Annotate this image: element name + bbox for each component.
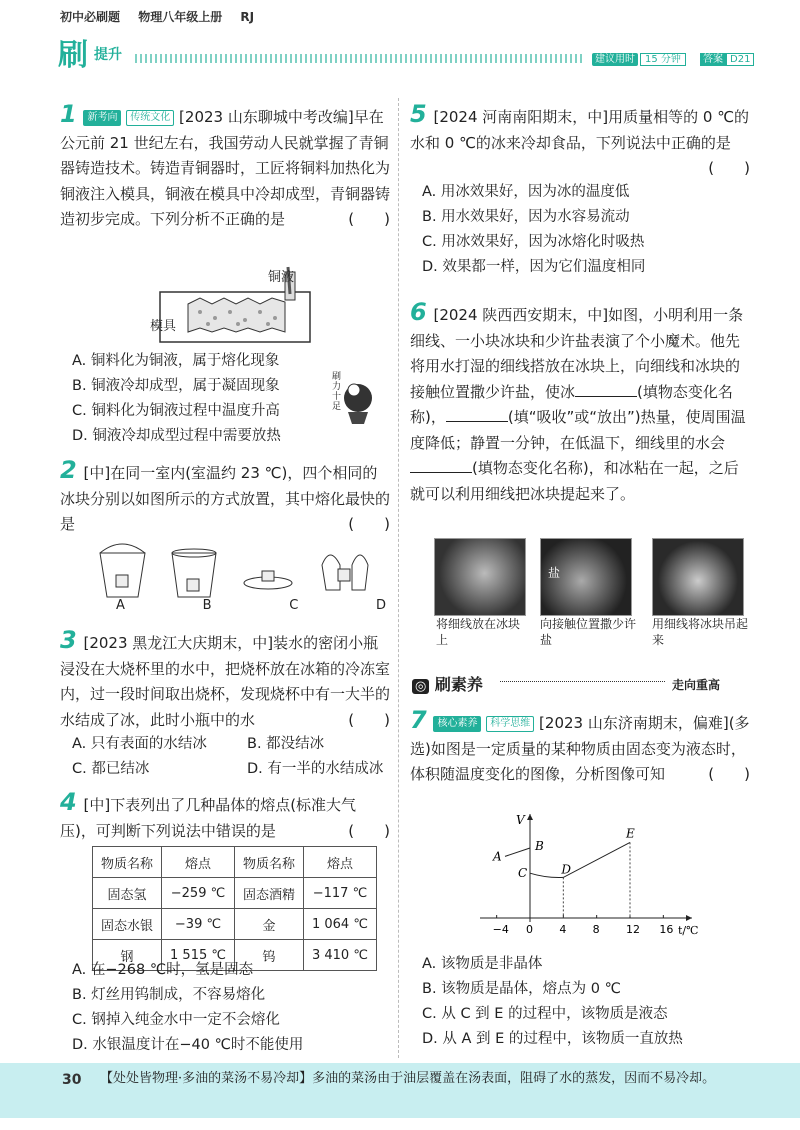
caption-3: 用细线将冰块吊起来	[652, 617, 749, 647]
point-label-b: B	[535, 839, 544, 853]
q7-text: [2023 山东济南期末，偏难](多选)如图是一定质量的某种物质由固态变为液态时，体积随温度变化的图像，分析图像可知	[410, 714, 750, 783]
table-cell: 固态水银	[93, 909, 162, 940]
table-cell: 1 064 ℃	[303, 909, 376, 940]
volume-temperature-chart	[470, 812, 700, 942]
q2-bracket: ( )	[348, 515, 390, 533]
q2-text: [中]在同一室内(室温约 23 ℃)，四个相同的冰块分别以如图所示的方式放置，其中熔化最快的是	[60, 464, 391, 533]
q4-bracket: ( )	[348, 821, 390, 840]
q7-option-c: C. 从 C 到 E 的过程中，该物质是液态	[422, 1006, 668, 1022]
table-cell: −259 ℃	[162, 878, 235, 909]
q5-text: [2024 河南南阳期末，中]用质量相等的 0 ℃的水和 0 ℃的冰来冷却食品，下列说法中正确的是	[410, 108, 750, 152]
table-row	[93, 909, 377, 940]
q3-option-b: B. 都没结冰	[247, 736, 325, 752]
melting-point-table	[92, 846, 377, 971]
x-tick-label: 0	[526, 923, 533, 936]
question-1	[60, 102, 390, 233]
q2-label-d: D	[375, 598, 386, 613]
series-line-ab	[505, 848, 530, 856]
point-label-a: A	[493, 849, 502, 864]
q5-options	[422, 180, 752, 280]
q1-text: [2023 山东聊城中考改编]早在公元前 21 世纪左右，我国劳动人民就掌握了青铜器铸造技术。铸造青铜器时，工匠将铜料加热化为铜液注入模具，铜液在模具中冷却成型，青铜器铸造初步完成。下列分析不正确的是	[60, 108, 391, 228]
table-header: 熔点	[162, 847, 235, 878]
question-4	[60, 790, 390, 844]
q6-blank-2[interactable]	[446, 407, 508, 422]
header-hatch	[135, 54, 585, 63]
section-dotted-line	[500, 681, 665, 682]
time-label: 建议用时	[592, 53, 638, 66]
q7-tag-core: 核心素养	[433, 716, 481, 732]
q4-option-d: D. 水银温度计在−40 ℃时不能使用	[72, 1037, 304, 1053]
q2-fig-labels	[116, 598, 386, 613]
answer-label: 答案	[700, 53, 726, 66]
question-6	[410, 300, 750, 507]
q1-tag-culture: 传统文化	[126, 110, 174, 126]
q7-tag-thinking: 科学思维	[486, 716, 534, 732]
q7-options	[422, 952, 752, 1052]
answer-value: D21	[726, 53, 754, 66]
q3-number: 3	[60, 626, 77, 654]
q1-tag-new: 新考向	[83, 110, 121, 126]
table-cell: 1 515 ℃	[162, 940, 235, 971]
edition: RJ	[240, 10, 255, 24]
q3-bracket: ( )	[348, 710, 390, 729]
question-2	[60, 458, 390, 538]
question-5	[410, 102, 750, 182]
q2-label-a: A	[116, 598, 125, 613]
section-right-label: 走向重高	[672, 678, 721, 692]
point-label-e: E	[626, 826, 635, 841]
q7-number: 7	[410, 706, 427, 734]
photo-lifted-ice	[652, 538, 744, 616]
q5-number: 5	[410, 100, 427, 128]
point-label-d: D	[561, 862, 571, 877]
table-cell: 3 410 ℃	[303, 940, 376, 971]
q6-text-d: (填物态变化名称)，和冰粘在一起，之后就可以利用细线把冰块提起来了。	[410, 459, 739, 503]
q6-blank-3[interactable]	[410, 458, 472, 473]
q6-blank-1[interactable]	[575, 382, 637, 397]
q3-option-d: D. 有一半的水结成冰	[247, 761, 384, 777]
q1-number: 1	[60, 100, 77, 128]
q2-number: 2	[60, 456, 77, 484]
question-3	[60, 628, 390, 733]
section-big: 刷	[58, 38, 88, 73]
table-row	[93, 878, 377, 909]
x-tick-label: 12	[626, 923, 640, 936]
q6-text-b: (填物态变化名称)，	[410, 382, 733, 426]
table-cell: 固态氢	[93, 878, 162, 909]
q6-text-a: [2024 陕西西安期末，中]如图，小明利用一条细线、一小块冰块和少许盐表演了个小魔术。他先将用水打湿的细线搭放在冰块上，向细线和冰块的接触位置撒少许盐，使冰	[410, 306, 744, 401]
series-line-cde	[530, 842, 630, 877]
q1-option-d: D. 铜液冷却成型过程中需要放热	[72, 428, 281, 444]
q3-options	[72, 732, 392, 782]
q1-options	[72, 349, 372, 449]
q4-option-b: B. 灯丝用钨制成，不容易熔化	[72, 987, 266, 1003]
time-box	[592, 50, 692, 65]
x-tick-label: −4	[492, 923, 509, 936]
q7-bracket: ( )	[708, 765, 750, 783]
q3-text: [2023 黑龙江大庆期末，中]装水的密闭小瓶浸没在大烧杯里的水中，把烧杯放在冰箱的冷冻室内，过一段时间取出烧杯，发现烧杯中有一大半的水结成了冰，此时小瓶中的水	[60, 634, 391, 729]
section-title: 刷素养	[434, 675, 483, 694]
x-tick-label: 8	[592, 923, 600, 936]
q2-label-b: B	[202, 598, 212, 613]
q7-option-b: B. 该物质是晶体，熔点为 0 ℃	[422, 981, 621, 997]
x-axis-label: t/℃	[678, 924, 699, 937]
q1-option-b: B. 铜液冷却成型，属于凝固现象	[72, 378, 280, 394]
table-cell: 金	[234, 909, 303, 940]
section-badge: ◎	[412, 679, 429, 694]
y-axis-label: V	[516, 813, 525, 827]
table-cell: −117 ℃	[303, 878, 376, 909]
table-cell: 固态酒精	[234, 878, 303, 909]
subject-title: 物理八年级上册	[138, 10, 223, 24]
time-value: 15 分钟	[640, 53, 686, 66]
photo-thread-on-ice	[434, 538, 526, 616]
section-small: 提升	[94, 47, 122, 63]
q1-label-mold: 模具	[150, 319, 177, 334]
photo-salt-label: 盐	[548, 566, 561, 580]
q3-option-a: A. 只有表面的水结冰	[72, 736, 207, 752]
table-header: 物质名称	[234, 847, 303, 878]
q7-option-a: A. 该物质是非晶体	[422, 956, 543, 972]
q6-number: 6	[410, 298, 427, 326]
section-heading	[412, 672, 483, 695]
x-tick-label: 16	[659, 923, 674, 936]
q5-bracket: ( )	[708, 159, 750, 177]
q4-options	[72, 958, 392, 1058]
caption-2: 向接触位置撒少许盐	[540, 617, 637, 647]
caption-1: 将细线放在冰块上	[436, 617, 521, 647]
table-cell: 钢	[93, 940, 162, 971]
column-divider	[398, 98, 399, 1058]
x-axis-arrow	[686, 915, 692, 921]
q3-option-c: C. 都已结冰	[72, 761, 150, 777]
answer-box	[700, 50, 754, 65]
q1-label-liquid: 铜液	[268, 270, 295, 285]
q4-option-a: A. 在−268 ℃时，氢是固态	[72, 962, 254, 978]
table-header-row	[93, 847, 377, 878]
q4-number: 4	[60, 788, 77, 816]
table-cell: −39 ℃	[162, 909, 235, 940]
table-header: 熔点	[303, 847, 376, 878]
q2-label-c: C	[289, 598, 299, 613]
y-axis-arrow	[527, 814, 533, 820]
table-cell: 钨	[234, 940, 303, 971]
page-number: 30	[62, 1072, 82, 1088]
q7-option-d: D. 从 A 到 E 的过程中，该物质一直放热	[422, 1031, 683, 1047]
mascot-text: 刷力十足	[332, 372, 342, 412]
book-title: 初中必刷题	[60, 10, 121, 24]
q5-option-a: A. 用冰效果好，因为冰的温度低	[422, 184, 630, 200]
question-7	[410, 708, 750, 788]
q1-option-c: C. 铜料化为铜液过程中温度升高	[72, 403, 280, 419]
table-header: 物质名称	[93, 847, 162, 878]
q5-option-d: D. 效果都一样，因为它们温度相同	[422, 259, 646, 275]
q1-option-a: A. 铜料化为铜液，属于熔化现象	[72, 353, 280, 369]
q1-bracket: ( )	[348, 210, 390, 228]
q5-option-c: C. 用冰效果好，因为冰熔化时吸热	[422, 234, 645, 250]
footer-note: 【处处皆物理·多油的菜汤不易冷却】多油的菜汤由于油层覆盖在汤表面，阻碍了水的蒸发，因而不易冷却。	[100, 1071, 716, 1086]
point-label-c: C	[518, 866, 528, 881]
x-tick-label: 4	[559, 923, 567, 936]
q5-option-b: B. 用水效果好，因为水容易流动	[422, 209, 630, 225]
q4-text: [中]下表列出了几种晶体的熔点(标准大气压)，可判断下列说法中错误的是	[60, 796, 357, 840]
q4-option-c: C. 钢掉入纯金水中一定不会熔化	[72, 1012, 280, 1028]
book-header	[60, 8, 268, 25]
q6-text-c: (填“吸收”或“放出”)热量，使周围温度降低；静置一分钟，在低温下，细线里的水会	[410, 408, 746, 452]
